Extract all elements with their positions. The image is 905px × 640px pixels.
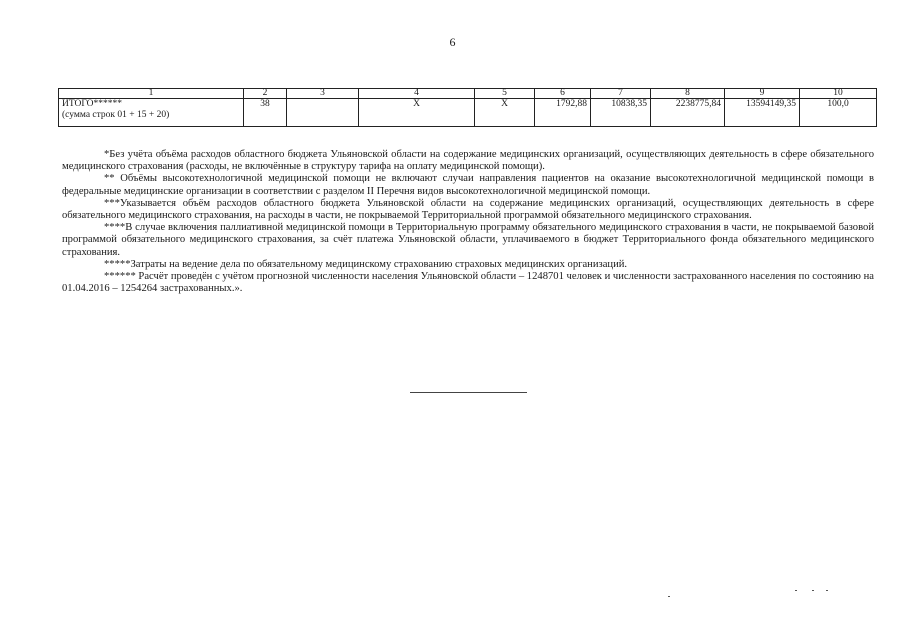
table-cell: 10838,35 <box>591 99 651 127</box>
footnote: *****Затраты на ведение дела по обязательному медицинскому страхованию страховых медицинских организаций. <box>104 258 628 270</box>
footnote: *Без учёта объёма расходов областного бюджета Ульяновской области на содержание медицинских организаций, осуществляющих деятельность в сфере обязательного медицинского страхования (расходы, не включённые в структуру тарифа на оплату медицинской помощи). <box>62 149 874 173</box>
footnote: ****** Расчёт проведён с учётом прогнозной численности населения Ульяновской области – 1248701 человек и численности застрахованного населения по состоянию на 01.04.2016 – 1254264 застрахованных.». <box>62 271 874 295</box>
column-number: 9 <box>725 89 800 99</box>
column-number: 4 <box>359 89 475 99</box>
footnote: ***Указывается объём расходов областного бюджета Ульяновской области на содержание медицинских организаций, осуществляющих деятельность в сфере обязательного медицинского страхования, на расходы в части, не покрываемой Территориальной программой обязательного медицинского страхования. <box>62 197 874 222</box>
column-number: 7 <box>591 89 651 99</box>
column-number: 8 <box>651 89 725 99</box>
page-number: 6 <box>449 35 456 49</box>
table-cell: 100,0 <box>800 99 877 127</box>
table-cell: Х <box>475 99 535 127</box>
scan-speck <box>812 590 814 591</box>
separator-line <box>410 392 527 393</box>
summary-table <box>58 88 877 127</box>
column-number: 2 <box>244 89 287 99</box>
column-number: 3 <box>287 89 359 99</box>
row-label <box>59 99 244 127</box>
row-label-note: (сумма строк 01 + 15 + 20) <box>62 110 170 120</box>
column-number: 10 <box>800 89 877 99</box>
footnote: ****В случае включения паллиативной медицинской помощи в Территориальную программу обязательного медицинского страхования в части, не покрываемой базовой программой обязательного медицинского страхования, за счёт платежа Ульяновской области, уплачиваемого в бюджет Территориального фонда обязательного медицинского страхования. <box>62 222 874 258</box>
scan-speck <box>826 590 828 591</box>
row-label-title: ИТОГО****** <box>62 99 123 109</box>
table-cell <box>287 99 359 127</box>
table-row <box>59 99 877 127</box>
column-number: 1 <box>59 89 244 99</box>
column-number: 5 <box>475 89 535 99</box>
table-cell: 13594149,35 <box>725 99 800 127</box>
table-cell: 2238775,84 <box>651 99 725 127</box>
table-cell: 38 <box>244 99 287 127</box>
footnote: ** Объёмы высокотехнологичной медицинской помощи не включают случаи направления пациентов на оказание высокотехнологичной медицинской помощи в федеральные медицинские организации в соответствии с разделом II Перечня видов высокотехнологичной медицинской помощи. <box>62 173 874 197</box>
scan-speck <box>795 590 797 591</box>
scan-speck <box>668 596 670 597</box>
table-cell: 1792,88 <box>535 99 591 127</box>
column-number: 6 <box>535 89 591 99</box>
table-cell: Х <box>359 99 475 127</box>
table-header-row <box>59 89 877 99</box>
footnotes <box>62 149 874 295</box>
